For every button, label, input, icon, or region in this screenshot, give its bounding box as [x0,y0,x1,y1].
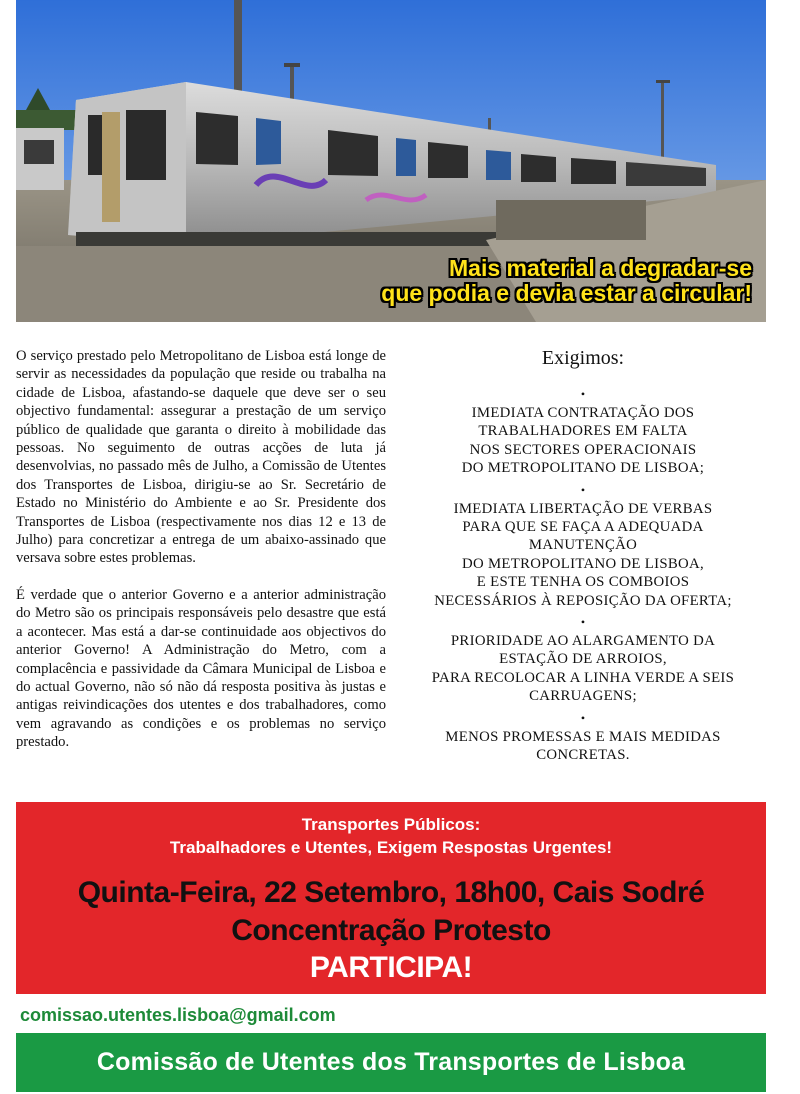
demands-title: Exigimos: [541,347,625,369]
demand-line: DO METROPOLITANO DE LISBOA; [461,460,705,477]
photo-caption [381,256,752,306]
event-banner [16,802,766,994]
demand-line: PRIORIDADE AO ALARGAMENTO DA [450,633,716,650]
event-date: Quinta-Feira, 22 Setembro, 18h00, Cais Sodré [77,876,705,909]
bullet-icon: • [580,482,586,497]
caption-line-1: Mais material a degradar-se [449,255,752,281]
caption-line-2: que podia e devia estar a circular! [381,280,752,306]
demand-line: IMEDIATA LIBERTAÇÃO DE VERBAS [453,500,713,517]
bullet-icon: • [580,710,586,725]
demand-line: DO METROPOLITANO DE LISBOA, [461,555,704,572]
paragraph-2: É verdade que o anterior Governo e a anterior administração do Metro são os principais responsáveis pelo desastre que está a acontecer. Mas está a dar-se continuidade aos objectivos do anterior Governo! A Administração do Metro, com a complacência e passividade da Câmara Municipal de Lisboa e do actual Governo, não só não dá resposta positiva às justas e antigas reivindicações dos utentes e dos trabalhadores, como vem agravando as condições e os problemas no serviço prestado. [16,586,386,751]
demand-line: TRABALHADORES EM FALTA [478,423,688,440]
bullet-icon: • [580,387,586,401]
demand-line: MANUTENÇÃO [528,537,638,554]
contact-email[interactable]: comissao.utentes.lisboa@gmail.com [20,1005,336,1025]
demand-line: MENOS PROMESSAS E MAIS MEDIDAS [445,728,721,745]
demand-item [402,404,764,478]
bullet-icon: • [580,615,586,630]
demand-item [402,500,764,610]
demand-line: CARRUAGENS; [529,688,637,705]
demand-line: CONCRETAS. [536,747,630,764]
demand-line: NECESSÁRIOS À REPOSIÇÃO DA OFERTA; [434,592,732,609]
event-title: Transportes Públicos: [301,815,481,834]
demands-list [402,347,764,765]
paragraph-1: O serviço prestado pelo Metropolitano de Lisboa está longe de servir as necessidades da população que reside ou trabalha na cidade de Lisboa, afastando-se daquele que deve ser o seu objectivo fundamental: assegurar a prestação de um serviço público de qualidade que garanta o direito à mobilidade das pessoas. No seguimento de outras acções de luta já desenvolvias, no passado mês de Julho, a Comissão de Utentes dos Transportes de Lisboa, dirigiu-se ao Sr. Secretário de Estado no Ministério do Ambiente e ao Sr. Presidente dos Transportes de Lisboa (respectivamente nos dias 12 e 13 de Julho) para concretizar a entrega de um abaixo-assinado que versava sobre estes problemas. [16,348,386,567]
body-text [16,347,386,770]
demand-item [402,632,764,706]
demand-line: IMEDIATA CONTRATAÇÃO DOS [471,405,695,421]
demand-line: PARA RECOLOCAR A LINHA VERDE A SEIS [431,669,735,686]
event-subtitle: Trabalhadores e Utentes, Exigem Respostas Urgentes! [169,838,613,857]
demand-line: PARA QUE SE FAÇA A ADEQUADA [462,519,704,536]
organization-banner: Comissão de Utentes dos Transportes de Lisboa [16,1033,766,1092]
demand-line: NOS SECTORES OPERACIONAIS [469,441,697,458]
demand-item [402,728,764,765]
hero-photo [16,0,766,322]
event-call: PARTICIPA! [309,951,473,984]
demand-line: E ESTE TENHA OS COMBOIOS [476,574,690,591]
event-type: Concentração Protesto [231,914,551,947]
demand-line: ESTAÇÃO DE ARROIOS, [499,651,667,668]
